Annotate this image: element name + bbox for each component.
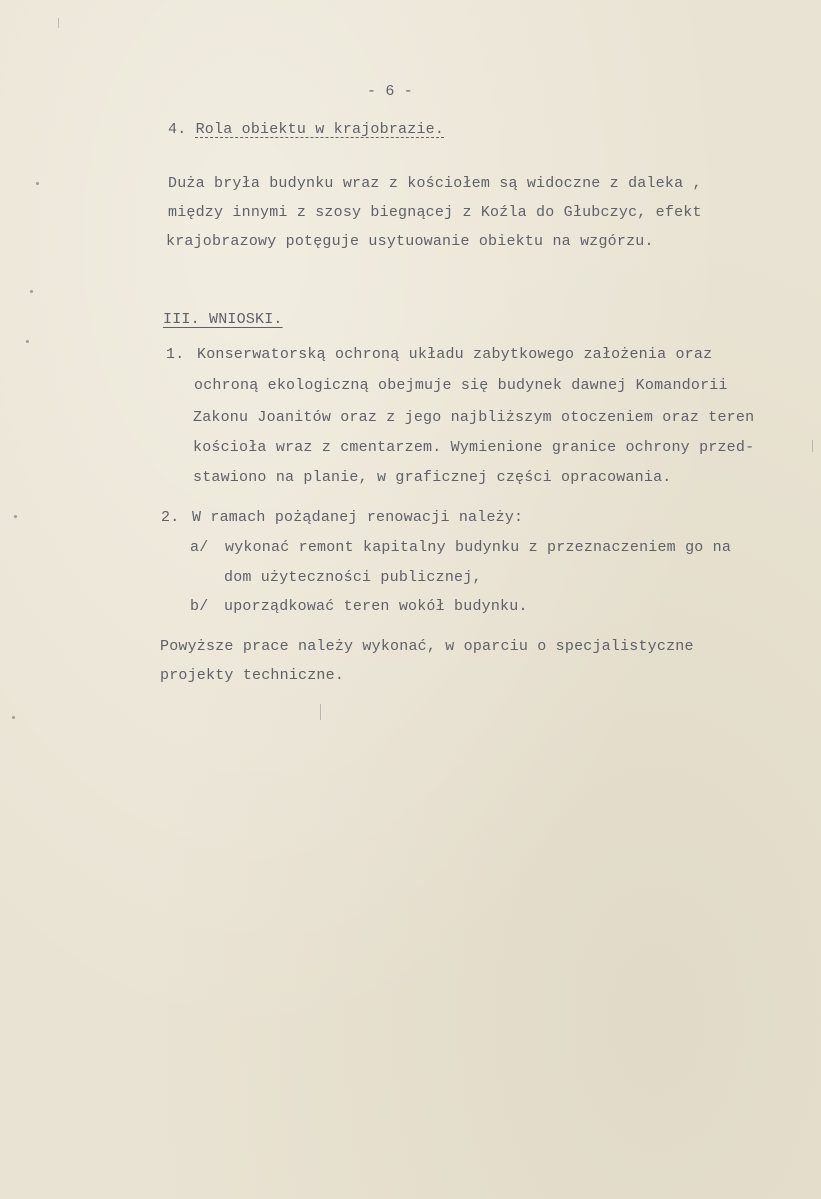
punch-mark <box>36 182 39 185</box>
sub-item-label: b/ <box>190 598 209 615</box>
paragraph-line: między innymi z szosy biegnącej z Koźla do Głubczyc, efekt <box>168 204 702 221</box>
punch-mark <box>26 340 29 343</box>
sub-item-line: uporządkować teren wokół budynku. <box>224 598 528 615</box>
punch-mark <box>14 515 17 518</box>
list-item-line: Konserwatorską ochroną układu zabytkowego założenia oraz <box>197 346 713 363</box>
paragraph-line: projekty techniczne. <box>160 667 345 684</box>
paragraph-line: krajobrazowy potęguje usytuowanie obiektu na wzgórzu. <box>166 233 654 250</box>
list-item-line: stawiono na planie, w graficznej części opracowania. <box>193 469 672 486</box>
sub-item-line: dom użyteczności publicznej, <box>224 569 482 586</box>
paragraph-line: Powyższe prace należy wykonać, w oparciu o specjalistyczne <box>160 638 694 655</box>
list-item-line: W ramach pożądanej renowacji należy: <box>192 509 524 526</box>
section-heading: III. WNIOSKI. <box>163 311 283 328</box>
list-item-line: Zakonu Joanitów oraz z jego najbliższym otoczeniem oraz teren <box>193 409 755 426</box>
sub-item-line: wykonać remont kapitalny budynku z przeznaczeniem go na <box>225 539 732 556</box>
section-4-heading-row <box>168 120 444 140</box>
section-number: 4. <box>168 121 187 138</box>
paragraph-line: Duża bryła budynku wraz z kościołem są widoczne z daleka , <box>168 175 702 192</box>
list-item-number: 2. <box>161 509 180 526</box>
list-item-line: kościoła wraz z cmentarzem. Wymienione granice ochrony przed- <box>193 439 755 456</box>
section-heading: Rola obiektu w krajobrazie. <box>195 121 445 138</box>
punch-mark <box>30 290 33 293</box>
paper-scratch <box>320 704 321 720</box>
punch-mark <box>12 716 15 719</box>
page-number: - 6 - <box>367 83 414 100</box>
paper-scratch <box>58 18 59 28</box>
sub-item-label: a/ <box>190 539 209 556</box>
paper-scratch <box>812 440 813 452</box>
list-item-number: 1. <box>166 346 185 363</box>
list-item-line: ochroną ekologiczną obejmuje się budynek dawnej Komandorii <box>194 377 728 394</box>
